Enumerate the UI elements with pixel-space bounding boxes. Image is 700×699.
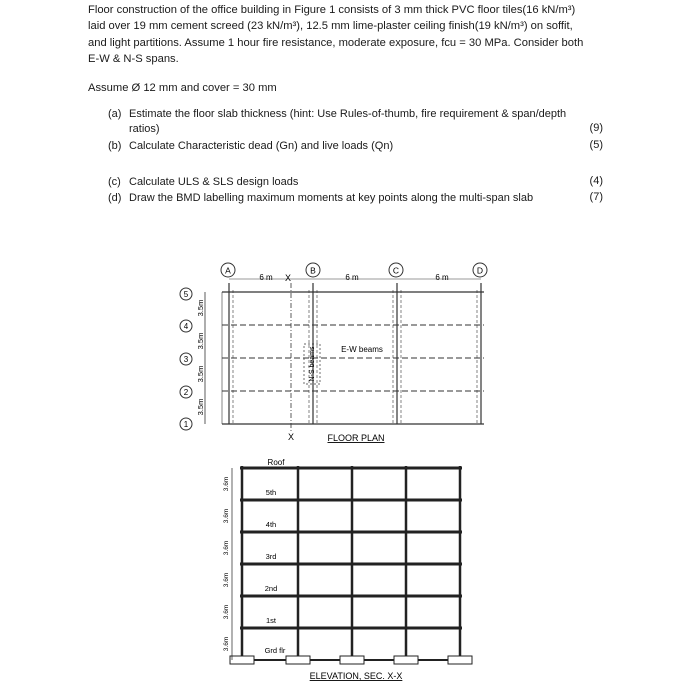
question-a-marks: (9)	[589, 122, 603, 134]
floor-label-roof: Roof	[267, 458, 285, 467]
floor-label-ground: Grd flr	[264, 646, 286, 655]
intro-line-3: and light partitions. Assume 1 hour fire resistance, moderate exposure, fcu = 30 MPa. Consider both	[88, 36, 584, 49]
floor-label-5th: 5th	[265, 488, 277, 497]
ew-beams-label: E-W beams	[341, 345, 383, 354]
floor-label-3rd: 3rd	[265, 552, 277, 561]
question-label: (b)	[108, 140, 122, 152]
grid-label-1: 1	[183, 420, 189, 429]
assumption-line: Assume Ø 12 mm and cover = 30 mm	[88, 82, 277, 94]
grid-label-B: B	[310, 265, 316, 276]
intro-line-2: laid over 19 mm cement screed (23 kN/m³), 12.5 mm lime-plaster ceiling finish(19 kN/m³) on soffit,	[88, 20, 573, 33]
row-span-3: 3.5m	[196, 365, 205, 383]
intro-line-4: E-W & N-S spans.	[88, 52, 179, 65]
col-span-3: 6 m	[435, 273, 449, 282]
floor-plan-title: FLOOR PLAN	[327, 433, 385, 443]
floor-label-4th: 4th	[265, 520, 277, 529]
question-d-marks: (7)	[589, 191, 603, 203]
ns-beams-label: N-S beams	[309, 346, 316, 382]
floor-plan	[205, 279, 484, 432]
row-bubbles	[180, 288, 192, 430]
intro-line-1: Floor construction of the office building in Figure 1 consists of 3 mm thick PVC floor tiles(16 kN/m³)	[88, 4, 576, 16]
grid-label-D: D	[476, 265, 484, 276]
footing	[340, 656, 364, 664]
question-text: Estimate the floor slab thickness (hint: Use Rules-of-thumb, fire requirement & span/depth	[129, 108, 567, 120]
col-span-2: 6 m	[345, 273, 359, 282]
elevation-title: ELEVATION, SEC. X-X	[309, 671, 403, 681]
storey-height-2: 3.6m	[223, 604, 230, 620]
question-a-cont: ratios)	[129, 123, 160, 135]
storey-height-4: 3.6m	[223, 540, 230, 556]
question-text: Calculate Characteristic dead (Gn) and live loads (Qn)	[129, 140, 394, 152]
grid-label-3: 3	[183, 355, 189, 364]
footing	[448, 656, 472, 664]
question-label: (d)	[108, 192, 122, 204]
footing	[286, 656, 310, 664]
grid-label-4: 4	[183, 322, 189, 331]
row-span-4: 3.5m	[196, 398, 205, 416]
question-text: Calculate ULS & SLS design loads	[129, 176, 299, 188]
floor-label-1st: 1st	[265, 616, 277, 625]
question-label: (a)	[108, 108, 122, 120]
storey-height-6: 3.6m	[223, 476, 230, 492]
grid-label-2: 2	[183, 388, 189, 397]
question-label: (c)	[108, 176, 121, 188]
storey-height-1: 3.6m	[223, 636, 230, 652]
row-span-2: 3.5m	[196, 332, 205, 350]
question-c-marks: (4)	[589, 175, 603, 187]
grid-label-C: C	[392, 265, 400, 276]
col-span-1: 6 m	[259, 273, 273, 282]
floor-label-2nd: 2nd	[264, 584, 278, 593]
row-span-1: 3.5m	[196, 299, 205, 317]
storey-height-5: 3.6m	[223, 508, 230, 524]
question-text: Draw the BMD labelling maximum moments at key points along the multi-span slab	[129, 192, 534, 204]
question-b-marks: (5)	[589, 139, 603, 151]
section-mark-bottom: X	[287, 432, 295, 442]
grid-label-A: A	[225, 265, 231, 276]
section-mark-top: X	[284, 273, 292, 283]
footing	[230, 656, 254, 664]
grid-label-5: 5	[183, 290, 189, 299]
footing	[394, 656, 418, 664]
storey-height-3: 3.6m	[223, 572, 230, 588]
